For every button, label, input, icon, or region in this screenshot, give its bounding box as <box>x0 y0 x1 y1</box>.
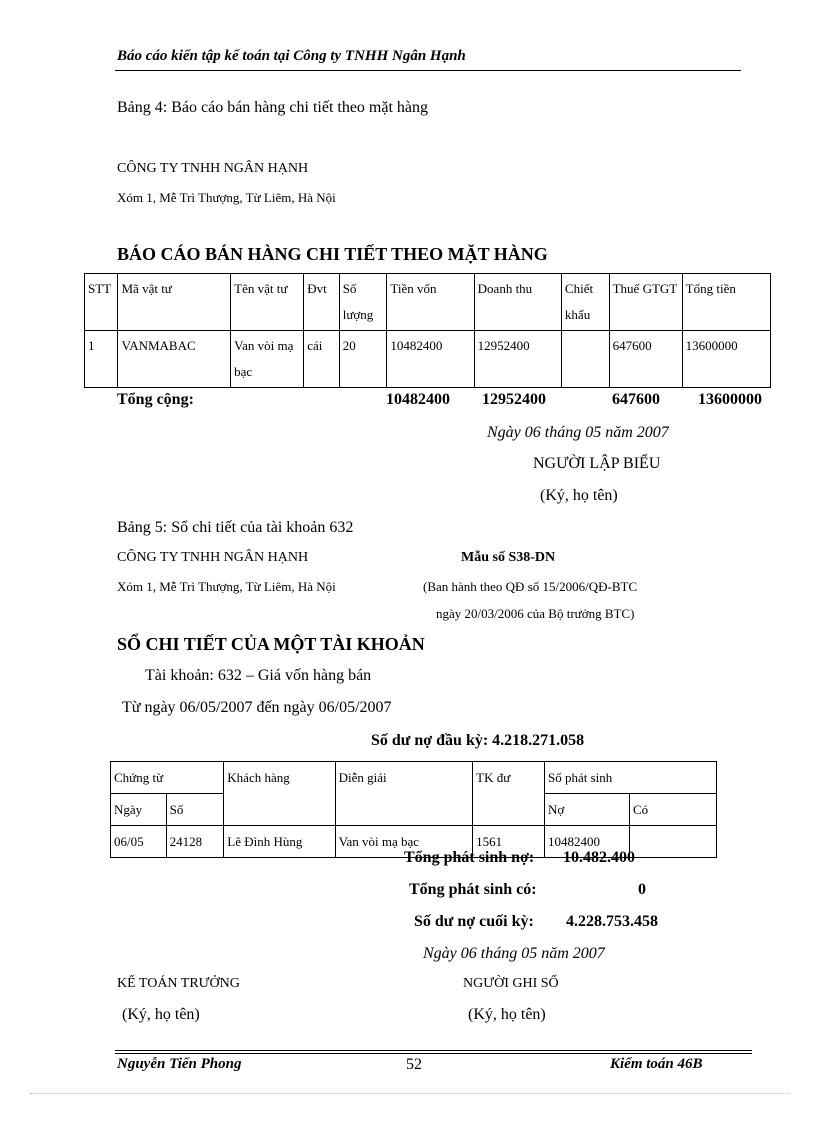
table5-form-issue: (Ban hành theo QĐ số 15/2006/QĐ-BTC <box>423 579 638 594</box>
col-thue-gtgt: Thuế GTGT <box>609 274 682 331</box>
table4-title: BÁO CÁO BÁN HÀNG CHI TIẾT THEO MẶT HÀNG <box>117 244 548 264</box>
cell-thue-gtgt: 647600 <box>609 331 682 388</box>
page-header-title: Báo cáo kiến tập kế toán tại Công ty TNHH Ngân Hạnh <box>117 48 466 64</box>
table5-form-issue-2: ngày 20/03/2006 của Bộ trưởng BTC) <box>436 606 635 621</box>
page-number: 52 <box>406 1056 422 1073</box>
footer-divider <box>115 1050 752 1051</box>
col-dvt: Đvt <box>304 274 340 331</box>
cell-ten-vat-tu: Van vòi mạ bạc <box>231 331 304 388</box>
cell-ma-vat-tu: VANMABAC <box>118 331 231 388</box>
table5-title: SỔ CHI TIẾT CỦA MỘT TÀI KHOẢN <box>117 634 425 654</box>
table4-company: CÔNG TY TNHH NGÂN HẠNH <box>117 161 309 176</box>
table5-opening-balance: Số dư nợ đầu kỳ: 4.218.271.058 <box>371 732 585 749</box>
table4-signer: NGƯỜI LẬP BIỂU <box>533 455 661 472</box>
header-divider <box>115 70 741 71</box>
cell-co <box>629 826 716 858</box>
col-chung-tu: Chứng từ <box>111 762 224 794</box>
table5-company: CÔNG TY TNHH NGÂN HẠNH <box>117 550 309 565</box>
cell-tong-tien: 13600000 <box>682 331 770 388</box>
table5-account: Tài khoản: 632 – Giá vốn hàng bán <box>145 667 372 684</box>
table5-date: Ngày 06 tháng 05 năm 2007 <box>423 945 605 962</box>
col-dien-giai: Diễn giải <box>335 762 473 826</box>
col-doanh-thu: Doanh thu <box>474 274 561 331</box>
col-co: Có <box>629 794 716 826</box>
total-debit-label: Tổng phát sinh nợ: <box>404 849 535 866</box>
col-so: Số <box>166 794 224 826</box>
cell-so-luong: 20 <box>339 331 387 388</box>
table4-total-doanh-thu: 12952400 <box>482 391 546 408</box>
col-so-phat-sinh: Số phát sinh <box>544 762 716 794</box>
cell-ngay: 06/05 <box>111 826 167 858</box>
footer-class: Kiểm toán 46B <box>610 1056 703 1072</box>
table-row <box>85 331 771 388</box>
table5-caption: Bảng 5: Sổ chi tiết của tài khoản 632 <box>117 519 354 536</box>
cell-so: 24128 <box>166 826 224 858</box>
total-credit-label: Tổng phát sinh có: <box>409 881 537 898</box>
cell-dvt: cái <box>304 331 340 388</box>
page-bottom-border <box>30 1093 790 1094</box>
table4-total-tien-von: 10482400 <box>386 391 450 408</box>
cell-doanh-thu: 12952400 <box>474 331 561 388</box>
cell-tien-von: 10482400 <box>387 331 474 388</box>
table-header-row <box>85 274 771 331</box>
col-chiet-khau: Chiết khấu <box>561 274 609 331</box>
cell-chiet-khau <box>561 331 609 388</box>
ledger-table <box>110 761 717 858</box>
table4-address: Xóm 1, Mễ Trì Thượng, Từ Liêm, Hà Nội <box>117 190 336 205</box>
table4-caption: Bảng 4: Báo cáo bán hàng chi tiết theo mặt hàng <box>117 99 429 116</box>
cell-khach-hang: Lê Đình Hùng <box>224 826 335 858</box>
cell-no: 10482400 <box>544 826 629 858</box>
col-no: Nợ <box>544 794 629 826</box>
col-khach-hang: Khách hàng <box>224 762 335 826</box>
table4-date: Ngày 06 tháng 05 năm 2007 <box>487 424 669 441</box>
total-credit-value: 0 <box>638 881 646 898</box>
table4-total-label: Tổng cộng: <box>117 391 194 408</box>
sign-note-left: (Ký, họ tên) <box>122 1006 200 1023</box>
sales-detail-table <box>84 273 771 388</box>
table5-period: Từ ngày 06/05/2007 đến ngày 06/05/2007 <box>122 699 392 716</box>
closing-balance-value: 4.228.753.458 <box>566 913 658 930</box>
col-ma-vat-tu: Mã vật tư <box>118 274 231 331</box>
cell-dien-giai: Van vòi mạ bạc <box>335 826 473 858</box>
table5-address: Xóm 1, Mễ Trì Thượng, Từ Liêm, Hà Nội <box>117 579 336 594</box>
table-header-row <box>111 762 717 794</box>
table4-total-tong-tien: 13600000 <box>698 391 762 408</box>
footer-divider-2 <box>115 1053 752 1054</box>
signer-chief-accountant: KẾ TOÁN TRƯỞNG <box>117 976 240 991</box>
closing-balance-label: Số dư nợ cuối kỳ: <box>414 913 534 930</box>
col-ten-vat-tu: Tên vật tư <box>231 274 304 331</box>
table4-total-thue: 647600 <box>612 391 660 408</box>
col-so-luong: Số lượng <box>339 274 387 331</box>
table4-sign-note: (Ký, họ tên) <box>540 487 618 504</box>
cell-tk-du: 1561 <box>473 826 545 858</box>
col-tien-von: Tiền vốn <box>387 274 474 331</box>
sign-note-right: (Ký, họ tên) <box>468 1006 546 1023</box>
col-tong-tien: Tổng tiền <box>682 274 770 331</box>
signer-bookkeeper: NGƯỜI GHI SỔ <box>463 976 559 991</box>
table5-form-no: Mẫu số S38-DN <box>461 550 556 565</box>
col-stt: STT <box>85 274 118 331</box>
col-tk-du: TK đư <box>473 762 545 826</box>
footer-author: Nguyễn Tiến Phong <box>117 1056 242 1072</box>
col-ngay: Ngày <box>111 794 167 826</box>
total-debit-value: 10.482.400 <box>563 849 635 866</box>
cell-stt: 1 <box>85 331 118 388</box>
